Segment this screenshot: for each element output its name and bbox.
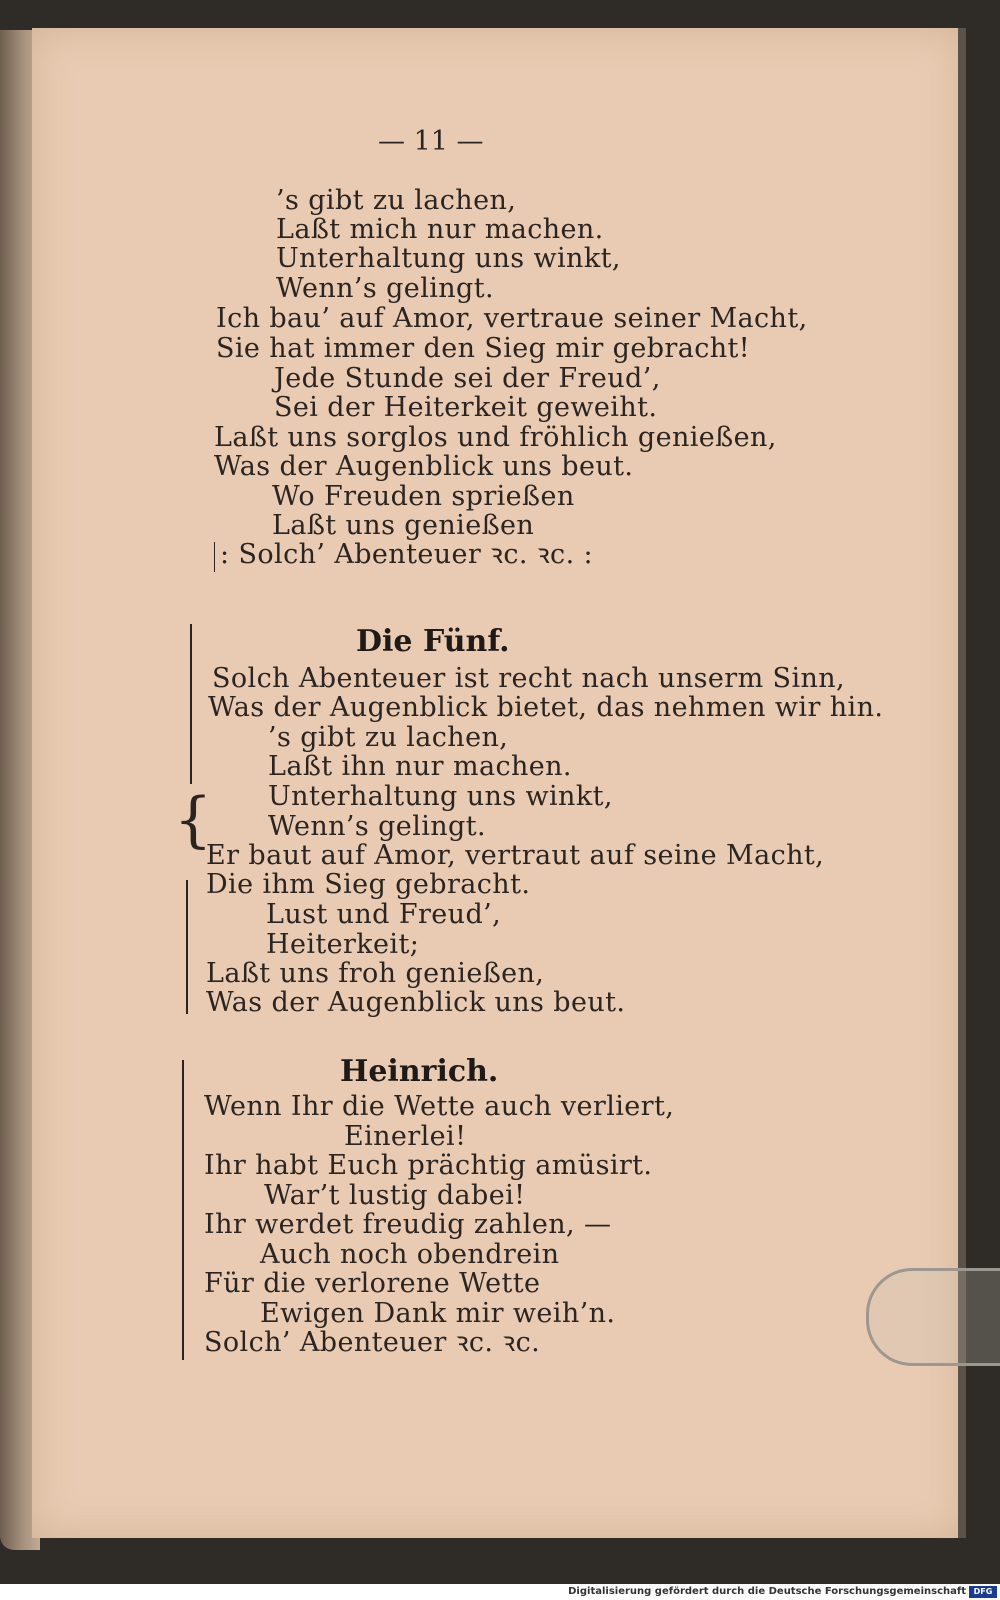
section2-line: Heiterkeit; [266,929,420,960]
section2-line: Lust und Freud’, [266,899,502,930]
section3-line: Auch noch obendrein [260,1239,560,1270]
section3-line: War’t lustig dabei! [264,1180,526,1211]
section3-line: Einerlei! [344,1121,467,1152]
section1-line: Unterhaltung uns winkt, [276,243,621,274]
section1-line: Laßt uns sorglos und fröhlich genießen, [214,422,777,453]
section3-line: Ewigen Dank mir weih’n. [260,1298,616,1329]
bracket-line-bottom [186,880,188,1014]
section1-line: Wenn’s gelingt. [276,273,494,304]
section3-line: Für die verlorene Wette [204,1268,541,1299]
section3-line: Wenn Ihr die Wette auch verliert, [204,1091,675,1122]
page-number: — 11 — [378,126,484,157]
brace-mark: { [174,785,213,855]
heading-heinrich: Heinrich. [340,1054,499,1089]
section2-line: Was der Augenblick bietet, das nehmen wir hin. [208,692,884,723]
section3-line: Ihr habt Euch prächtig amüsirt. [204,1150,653,1181]
bracket-line-heinrich [182,1060,184,1360]
section1-line: Jede Stunde sei der Freud’, [274,363,661,394]
paper-clip [866,1268,1000,1366]
section1-line: Wo Freuden sprießen [272,481,575,512]
section1-line: Ich bau’ auf Amor, vertraue seiner Macht, [216,303,808,334]
heading-die-fuenf: Die Fünf. [356,624,510,659]
repeat-bar [214,542,215,572]
section1-line: Laßt uns genießen [272,510,535,541]
section1-line: Was der Augenblick uns beut. [214,451,634,482]
section2-line: Laßt ihn nur machen. [268,751,572,782]
section2-line: Die ihm Sieg gebracht. [206,869,531,900]
section2-line: ’s gibt zu lachen, [268,722,509,753]
section1-line: Sei der Heiterkeit geweiht. [274,392,658,423]
section3-line: Solch’ Abenteuer ꝛc. ꝛc. [204,1327,541,1358]
section3-line: Ihr werdet freudig zahlen, — [204,1209,612,1240]
dfg-logo: DFG [969,1586,997,1598]
section2-line: Unterhaltung uns winkt, [268,781,613,812]
digitization-credit: Digitalisierung gefördert durch die Deutsche Forschungsgemeinschaft [568,1586,966,1597]
section1-line-refrain: : Solch’ Abenteuer ꝛc. ꝛc. : [220,539,594,570]
section2-line: Was der Augenblick uns beut. [206,987,626,1018]
section1-line: Sie hat immer den Sieg mir gebracht! [216,333,751,364]
section1-line: Laßt mich nur machen. [276,214,604,245]
section2-line: Er baut auf Amor, vertraut auf seine Macht, [206,840,825,871]
section2-line: Wenn’s gelingt. [268,811,486,842]
section1-line: ’s gibt zu lachen, [276,185,517,216]
section2-line: Solch Abenteuer ist recht nach unserm Sinn, [212,663,846,694]
bracket-line-top [190,624,192,784]
section2-line: Laßt uns froh genießen, [206,958,545,989]
